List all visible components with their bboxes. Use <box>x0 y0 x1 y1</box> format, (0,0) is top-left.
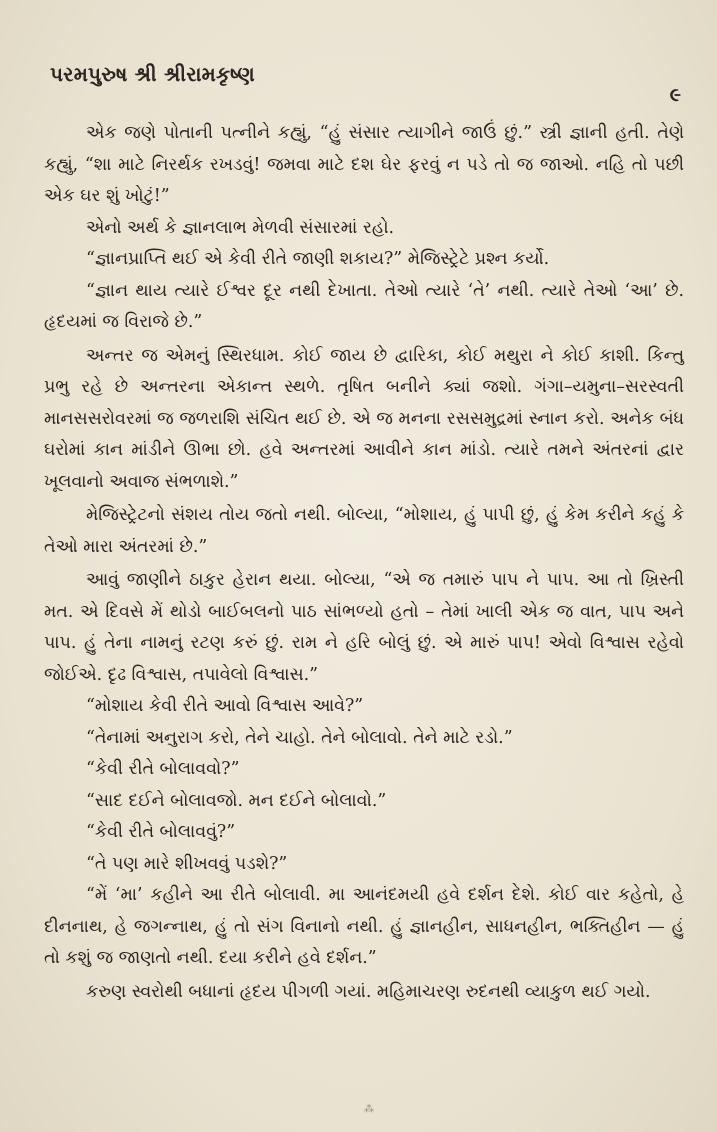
paragraph: એક જણે પોતાની પત્નીને કહ્યું, “હું સંસાર ત્યાગીને જાઉં છું.” સ્ત્રી જ્ઞાની હતી. તેણે કહ્યું, “શા માટે નિરર્થક રખડવું! જમવા માટે દશ ઘેર ફરવું ન પડે તો જ જાઓ. નહિ તો પછી એક ઘર શું ખોટું!” <box>44 123 684 206</box>
paragraph: એનો અર્થ કે જ્ઞાનલાભ મેળવી સંસારમાં રહો. <box>86 217 395 238</box>
paragraph: “સાદ દઈને બોલાવજો. મન દઈને બોલાવો.” <box>86 790 387 811</box>
paragraph: “કેવી રીતે બોલાવવું?” <box>86 822 236 842</box>
paragraph: “મેં ‘મા’ કહીને આ રીતે બોલાવી. મા આનંદમયી હવે દર્શન દેશે. કોઈ વાર કહેતો, હે દીનનાથ, હે જગન્નાથ, હું તો સંગ વિનાનો નથી. હું જ્ઞાનહીન, સાધનહીન, ભક્તિહીન — હું તો કશું જ જાણતો નથી. દયા કરીને હવે દર્શન.” <box>44 885 684 968</box>
paragraph: “કેવી રીતે બોલાવવો?” <box>86 759 240 779</box>
paragraph: અન્તર જ એમનું સ્થિરધામ. કોઈ જાય છે દ્વારિકા, કોઈ મથુરા ને કોઈ કાશી. કિન્તુ પ્રભુ રહે છે અન્તરના એકાન્ત સ્થળે. તૃષિત બનીને ક્યાં જશો. ગંગા–યમુના–સરસ્વતી માનસસરોવરમાં જ જળરાશિ સંચિત થઈ છે. એ જ મનના રસસમુદ્રમાં સ્નાન કરો. અનેક બંધ ઘરોમાં કાન માંડીને ઊભા છો. હવે અન્તરમાં આવીને કાન માંડો. ત્યારે તમને અંતરનાં દ્વાર ખૂલવાનો અવાજ સંભળાશે.” <box>44 345 684 492</box>
page-number: ૯ <box>669 84 681 106</box>
paragraph: મેજિસ્ટ્રેટનો સંશય તોય જતો નથી. બોલ્યા, “મોશાય, હું પાપી છું, હું કેમ કરીને કહું કે તેઓ મારા અંતરમાં છે.” <box>44 505 684 557</box>
paragraph: “મોશાય કેવી રીતે આવો વિશ્વાસ આવે?” <box>86 696 364 716</box>
paragraph: કરુણ સ્વરોથી બધાનાં હૃદય પીગળી ગયાં. મહિમાચરણ રુદનથી વ્યાકુળ થઈ ગયો. <box>86 981 651 1002</box>
paragraph: “તે પણ મારે શીખવવું પડશે?” <box>86 853 288 874</box>
paragraph: “જ્ઞાન થાય ત્યારે ઈશ્વર દૂર નથી દેખાતા. તેઓ ત્યારે ‘તે’ નથી. ત્યારે તેઓ ‘આ’ છે. હૃદયમાં જ વિરાજે છે.” <box>44 280 684 332</box>
paragraph: “તેનામાં અનુરાગ કરો, તેને ચાહો. તેને બોલાવો. તેને માટે રડો.” <box>86 727 513 748</box>
paragraph: આવું જાણીને ઠાકુર હેરાન થયા. બોલ્યા, “એ જ તમારું પાપ ને પાપ. આ તો ખ્રિસ્તી મત. એ દિવસે મેં થોડો બાઈબલનો પાઠ સાંભળ્યો હતો – તેમાં ખાલી એક જ વાત, પાપ અને પાપ. હું તેના નામનું રટણ કરું છું. રામ ને હરિ બોલું છું. એ મારું પાપ! એવો વિશ્વાસ રહેવો જોઈએ. દૃઢ વિશ્વાસ, તપાવેલો વિશ્વાસ.” <box>44 570 684 685</box>
print-ornament: ⁂ <box>364 1104 374 1115</box>
running-title: પરમપુરુષ શ્રી શ્રીરામકૃષ્ણ <box>50 62 255 86</box>
page-body <box>44 118 684 1008</box>
paragraph: “જ્ઞાનપ્રાપ્તિ થઈ એ કેવી રીતે જાણી શકાય?” મેજિસ્ટ્રેટે પ્રશ્ન કર્યો. <box>86 249 550 269</box>
